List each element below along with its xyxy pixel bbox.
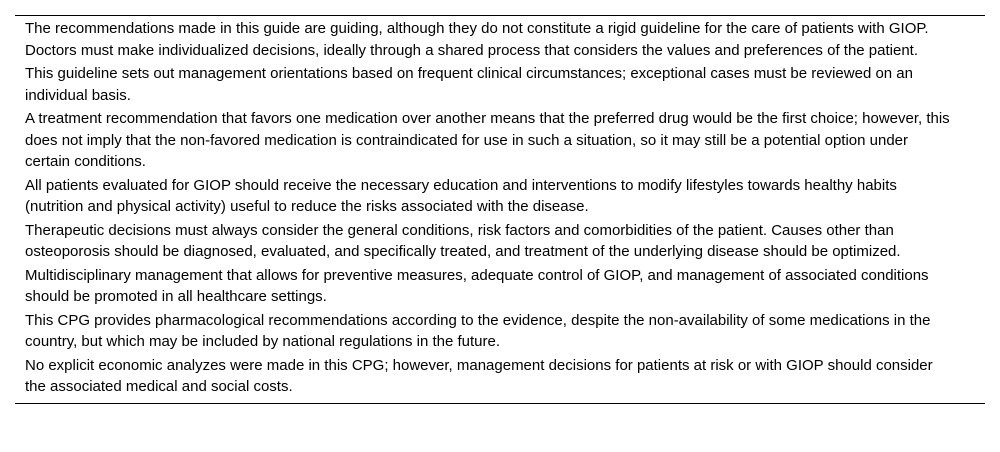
table-row: The recommendations made in this guide are guiding, although they do not constitute a rigid guideline for the care of patients with GIOP. Doctors must make individualized decisions, ideally through a shared process that considers the values and preferences of the patient. [25, 20, 929, 59]
table-row: Therapeutic decisions must always consider the general conditions, risk factors and comorbidities of the patient. Causes other than osteoporosis should be diagnosed, evaluated, and specifically treated, and treatment of the underlying disease should be optimized. [25, 221, 901, 260]
table-row: A treatment recommendation that favors one medication over another means that the preferred drug would be the first choice; however, this does not imply that the non-favored medication is contraindicated for use in such a situation, so it may still be a potential option under certain conditions. [25, 110, 950, 170]
table-row: All patients evaluated for GIOP should receive the necessary education and interventions to modify lifestyles towards healthy habits (nutrition and physical activity) useful to reduce the risks associated with the disease. [25, 176, 897, 215]
table-row: This guideline sets out management orientations based on frequent clinical circumstances; exceptional cases must be reviewed on an individual basis. [25, 65, 913, 104]
table-row: This CPG provides pharmacological recommendations according to the evidence, despite the non-availability of some medications in the country, but which may be included by national regulations in the future. [25, 311, 931, 350]
table-row: Multidisciplinary management that allows for preventive measures, adequate control of GIOP, and management of associated conditions should be promoted in all healthcare settings. [25, 266, 929, 305]
table-row: No explicit economic analyzes were made in this CPG; however, management decisions for patients at risk or with GIOP should consider the associated medical and social costs. [25, 356, 933, 395]
recommendations-table [15, 15, 985, 404]
